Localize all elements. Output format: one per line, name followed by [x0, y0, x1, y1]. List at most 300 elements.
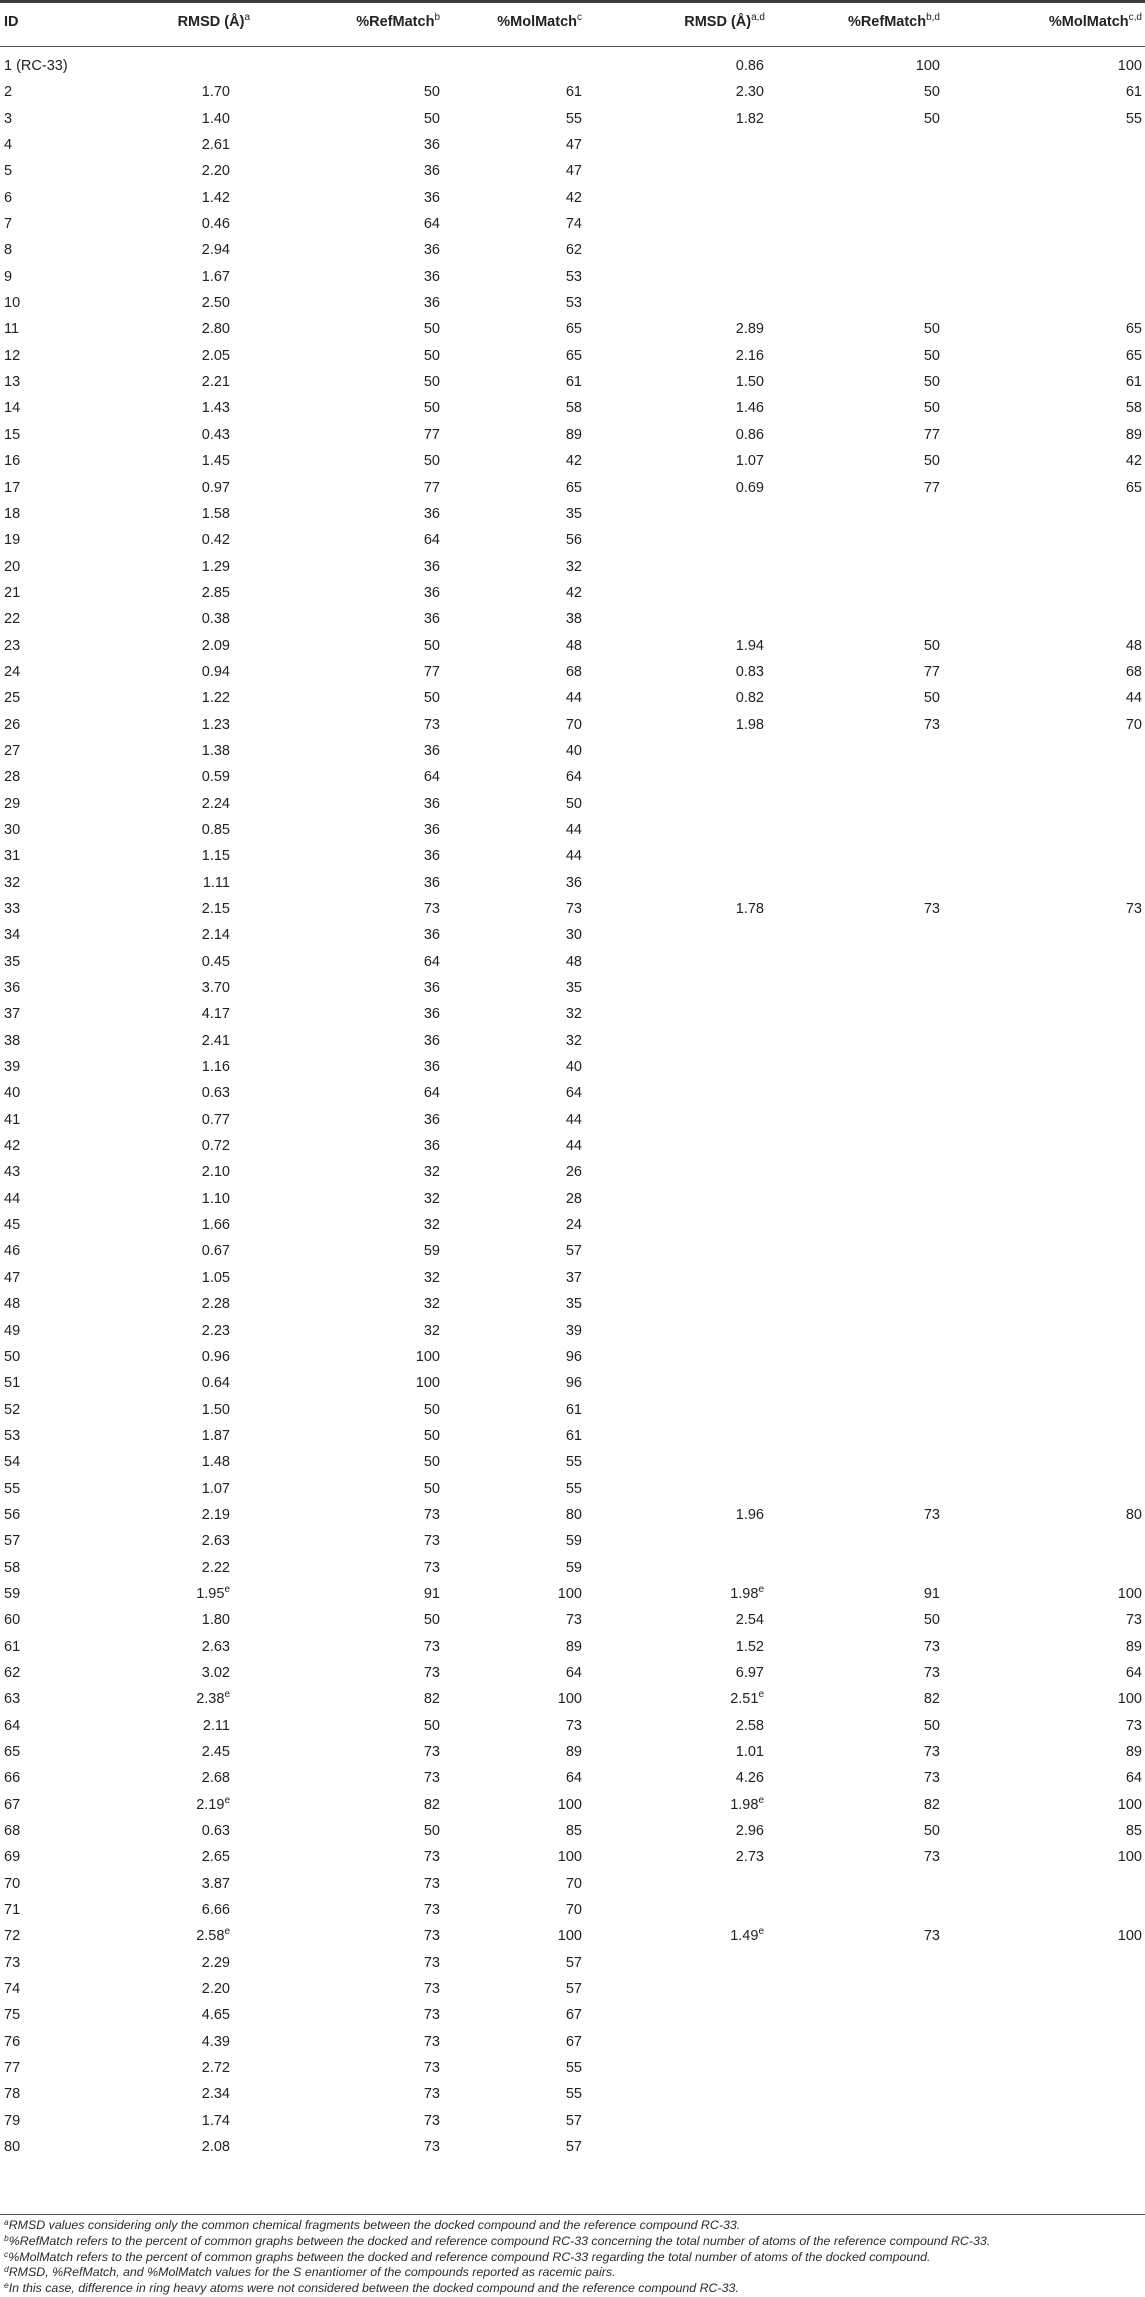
table-cell-rmsd: 2.50	[201, 295, 230, 312]
table-cell-id: 79	[4, 2112, 21, 2129]
table-cell-molmatch: 57	[565, 1954, 582, 1971]
table-cell-molmatch: 89	[565, 1744, 582, 1760]
table-cell-rmsd: 0.72	[201, 1138, 230, 1155]
table-cell-molmatch: 62	[565, 242, 582, 259]
table-row	[0, 238, 1145, 264]
table-cell-refmatch-s: 82	[923, 1691, 940, 1708]
table-cell-rmsd-s: 0.69	[735, 479, 764, 496]
table-cell-id: 7	[4, 216, 13, 233]
table-cell-id: 28	[4, 769, 21, 786]
table-cell-refmatch: 36	[423, 268, 440, 285]
table-cell-refmatch: 36	[423, 611, 440, 628]
table-cell-rmsd: 0.63	[201, 1823, 230, 1840]
table-cell-id: 45	[4, 1217, 21, 1234]
table-cell-refmatch: 73	[423, 2086, 440, 2103]
footnote-c: $^c$%MolMatch refers to the percent of common graphs between the docked and reference compound RC-33 regarding the total number of atoms of the docked compound.	[4, 2248, 931, 2264]
table-cell-molmatch-s: 89	[1125, 1744, 1142, 1760]
table-cell-molmatch: 44	[565, 1111, 582, 1128]
table-cell-refmatch: 36	[423, 189, 440, 206]
table-cell-molmatch: 53	[565, 268, 582, 285]
table-cell-id: 53	[4, 1427, 21, 1444]
table-cell-rmsd-s: 0.82	[735, 690, 764, 707]
table-cell-refmatch-s: 50	[923, 110, 940, 127]
table-cell-rmsd: 2.34	[201, 2086, 230, 2103]
table-cell-refmatch: 82	[423, 1796, 440, 1813]
table-cell-rmsd: 0.38	[201, 611, 230, 628]
table-cell-molmatch: 73	[565, 1612, 582, 1629]
table-row	[0, 186, 1145, 212]
table-cell-rmsd-s: 2.30	[735, 84, 764, 101]
table-cell-rmsd: 2.10	[201, 1164, 230, 1181]
table-row	[0, 133, 1145, 159]
table-cell-refmatch-s: 73	[923, 1638, 940, 1655]
table-cell-molmatch: 57	[565, 1981, 582, 1998]
table-cell-id: 22	[4, 611, 21, 628]
table-cell-molmatch: 55	[565, 2060, 582, 2077]
table-cell-refmatch: 50	[423, 1454, 440, 1471]
table-cell-id: 16	[4, 453, 21, 470]
table-cell-refmatch-s: 73	[923, 1664, 940, 1681]
table-row	[0, 713, 1145, 739]
table-cell-id: 12	[4, 347, 21, 364]
table-cell-refmatch: 73	[423, 1664, 440, 1681]
table-row	[0, 107, 1145, 133]
table-cell-id: 70	[4, 1875, 21, 1892]
table-cell-refmatch: 73	[423, 1744, 440, 1760]
table-cell-rmsd-s: 0.86	[735, 426, 764, 443]
table-cell-refmatch: 32	[423, 1190, 440, 1207]
table-cell-id: 36	[4, 980, 21, 997]
table-cell-rmsd-s: 2.96	[735, 1823, 764, 1840]
table-cell-rmsd: 1.22	[201, 690, 230, 707]
table-cell-molmatch: 96	[565, 1348, 582, 1365]
table-cell-rmsd: 2.41	[201, 1032, 230, 1049]
table-cell-id: 23	[4, 637, 21, 654]
table-row	[0, 792, 1145, 818]
table-cell-rmsd: 0.67	[201, 1243, 230, 1260]
table-cell-rmsd: 1.38	[201, 742, 230, 759]
table-cell-id: 54	[4, 1454, 21, 1471]
table-cell-refmatch: 36	[423, 874, 440, 891]
table-row	[0, 923, 1145, 949]
table-cell-id: 48	[4, 1296, 21, 1313]
table-cell-molmatch: 40	[565, 742, 582, 759]
table-row	[0, 1187, 1145, 1213]
table-cell-refmatch-s: 77	[923, 426, 940, 443]
table-cell-rmsd-s: 1.52	[735, 1638, 764, 1655]
table-cell-refmatch: 36	[423, 558, 440, 575]
table-cell-molmatch: 61	[565, 84, 582, 101]
table-cell-molmatch-s: 65	[1125, 321, 1142, 338]
table-cell-rmsd: 1.74	[201, 2112, 230, 2129]
table-row	[0, 1845, 1145, 1871]
table-row	[0, 476, 1145, 502]
table-cell-id: 24	[4, 663, 21, 680]
table-bottom-rule	[0, 2214, 1145, 2215]
table-cell-rmsd: 2.72	[201, 2060, 230, 2077]
table-cell-molmatch: 35	[565, 505, 582, 522]
table-cell-rmsd: 2.63	[201, 1638, 230, 1655]
footnote-a: $^a$RMSD values considering only the common chemical fragments between the docked compound and the reference compound RC-33.	[4, 2217, 741, 2232]
table-cell-rmsd: 1.50	[201, 1401, 230, 1418]
table-cell-refmatch: 36	[423, 1059, 440, 1076]
table-cell-refmatch: 64	[423, 532, 440, 549]
table-row	[0, 634, 1145, 660]
table-cell-id: 40	[4, 1085, 21, 1102]
table-cell-id: 80	[4, 2139, 21, 2156]
table-cell-molmatch: 38	[565, 611, 582, 628]
table-cell-molmatch: 42	[565, 453, 582, 470]
table-cell-id: 62	[4, 1664, 21, 1681]
table-cell-id: 65	[4, 1744, 21, 1760]
header-molmatch: %MolMatch$^c$	[497, 12, 582, 30]
table-row	[0, 1081, 1145, 1107]
table-cell-id: 50	[4, 1348, 21, 1365]
table-cell-refmatch: 73	[423, 1981, 440, 1998]
table-cell-rmsd: 2.94	[201, 242, 230, 259]
table-cell-refmatch: 50	[423, 1480, 440, 1497]
footnote-d: $^d$RMSD, %RefMatch, and %MolMatch values for the S enantiomer of the compounds reported as racemic pairs.	[4, 2264, 616, 2280]
table-cell-id: 21	[4, 584, 21, 601]
table-row	[0, 607, 1145, 633]
table-cell-id: 19	[4, 532, 21, 549]
table-cell-id: 72	[4, 1928, 21, 1945]
table-cell-id: 61	[4, 1638, 21, 1655]
table-cell-refmatch: 73	[423, 1928, 440, 1945]
table-cell-refmatch: 59	[423, 1243, 440, 1260]
table-cell-refmatch: 73	[423, 2033, 440, 2050]
table-row	[0, 449, 1145, 475]
table-cell-rmsd-s: 1.98e	[730, 1794, 764, 1813]
table-cell-rmsd: 0.77	[201, 1111, 230, 1128]
table-cell-id: 26	[4, 716, 21, 733]
table-cell-id: 1 (RC-33)	[4, 58, 68, 74]
table-cell-rmsd: 1.42	[201, 189, 230, 206]
table-row	[0, 1556, 1145, 1582]
table-cell-refmatch-s: 50	[923, 374, 940, 391]
table-row	[0, 265, 1145, 291]
table-cell-molmatch: 96	[565, 1375, 582, 1392]
table-cell-refmatch: 91	[423, 1585, 440, 1602]
table-cell-rmsd: 1.95e	[196, 1583, 230, 1602]
table-row	[0, 159, 1145, 185]
table-cell-id: 77	[4, 2060, 21, 2077]
table-cell-molmatch: 36	[565, 874, 582, 891]
table-cell-molmatch-s: 61	[1125, 374, 1142, 391]
table-cell-molmatch: 35	[565, 980, 582, 997]
table-cell-id: 41	[4, 1111, 21, 1128]
table-cell-molmatch-s: 89	[1125, 426, 1142, 443]
table-row	[0, 1292, 1145, 1318]
table-cell-id: 37	[4, 1006, 21, 1023]
table-cell-refmatch: 73	[423, 1506, 440, 1523]
table-row	[0, 317, 1145, 343]
table-cell-rmsd: 2.19	[201, 1506, 230, 1523]
table-cell-molmatch: 61	[565, 1401, 582, 1418]
table-row	[0, 818, 1145, 844]
table-cell-id: 25	[4, 690, 21, 707]
table-cell-molmatch-s: 100	[1117, 1928, 1142, 1945]
table-cell-id: 51	[4, 1375, 21, 1392]
table-row	[0, 1108, 1145, 1134]
table-cell-molmatch: 73	[565, 901, 582, 917]
table-cell-molmatch: 40	[565, 1059, 582, 1076]
table-row	[0, 1714, 1145, 1740]
table-cell-rmsd: 1.48	[201, 1454, 230, 1471]
table-cell-id: 57	[4, 1533, 21, 1550]
table-row	[0, 555, 1145, 581]
table-cell-molmatch: 100	[557, 1691, 582, 1708]
table-cell-rmsd: 4.65	[201, 2007, 230, 2024]
table-row	[0, 2003, 1145, 2029]
table-cell-molmatch-s: 73	[1125, 1612, 1142, 1629]
table-cell-refmatch-s: 73	[923, 716, 940, 733]
table-cell-refmatch: 73	[423, 716, 440, 733]
table-cell-rmsd: 0.59	[201, 769, 230, 786]
table-cell-id: 55	[4, 1480, 21, 1497]
table-row	[0, 2109, 1145, 2135]
table-cell-molmatch: 48	[565, 953, 582, 970]
table-row	[0, 344, 1145, 370]
table-cell-refmatch: 73	[423, 2139, 440, 2156]
table-cell-refmatch: 82	[423, 1691, 440, 1708]
table-row	[0, 950, 1145, 976]
table-cell-molmatch-s: 44	[1125, 690, 1142, 707]
table-cell-id: 10	[4, 295, 21, 312]
table-cell-molmatch: 44	[565, 821, 582, 838]
table-row	[0, 1266, 1145, 1292]
table-cell-rmsd-s: 1.50	[735, 374, 764, 391]
table-cell-refmatch: 50	[423, 84, 440, 101]
table-row	[0, 370, 1145, 396]
table-row	[0, 1687, 1145, 1713]
table-cell-refmatch: 36	[423, 980, 440, 997]
table-cell-rmsd: 2.38e	[196, 1689, 230, 1708]
table-cell-molmatch: 85	[565, 1823, 582, 1840]
table-cell-refmatch: 73	[423, 1875, 440, 1892]
header-refmatch: %RefMatch$^b$	[356, 12, 440, 30]
header-molmatch-s: %MolMatch$^{c,d}$	[1048, 12, 1142, 30]
table-cell-molmatch: 30	[565, 927, 582, 944]
header-rmsd-s: RMSD (Å)$^{a,d}$	[684, 12, 765, 30]
table-row	[0, 686, 1145, 712]
table-cell-rmsd: 2.05	[201, 347, 230, 364]
table-cell-molmatch: 64	[565, 769, 582, 786]
table-cell-refmatch: 36	[423, 1006, 440, 1023]
table-cell-rmsd: 2.20	[201, 163, 230, 180]
table-row	[0, 739, 1145, 765]
table-cell-rmsd: 0.64	[201, 1375, 230, 1392]
table-cell-rmsd: 2.09	[201, 637, 230, 654]
table-row	[0, 976, 1145, 1002]
table-cell-refmatch: 36	[423, 1032, 440, 1049]
table-row	[0, 1951, 1145, 1977]
table-cell-refmatch: 36	[423, 295, 440, 312]
table-cell-refmatch: 50	[423, 374, 440, 391]
table-cell-refmatch: 77	[423, 663, 440, 680]
table-cell-molmatch: 100	[557, 1585, 582, 1602]
table-cell-id: 29	[4, 795, 21, 812]
table-cell-id: 60	[4, 1612, 21, 1629]
table-row	[0, 396, 1145, 422]
table-cell-id: 2	[4, 84, 13, 101]
table-cell-rmsd: 1.29	[201, 558, 230, 575]
table-row	[0, 2030, 1145, 2056]
table-cell-molmatch-s: 55	[1125, 110, 1142, 127]
table-cell-refmatch: 50	[423, 1427, 440, 1444]
table-cell-molmatch: 28	[565, 1190, 582, 1207]
table-cell-id: 66	[4, 1770, 21, 1787]
table-cell-rmsd: 1.07	[201, 1480, 230, 1497]
table-row	[0, 1213, 1145, 1239]
table-row	[0, 212, 1145, 238]
table-cell-refmatch: 36	[423, 742, 440, 759]
table-row	[0, 1529, 1145, 1555]
table-cell-refmatch: 64	[423, 769, 440, 786]
table-cell-rmsd-s: 2.89	[735, 321, 764, 338]
table-cell-rmsd: 1.23	[201, 716, 230, 733]
table-row	[0, 1477, 1145, 1503]
table-row	[0, 1503, 1145, 1529]
table-cell-molmatch: 64	[565, 1085, 582, 1102]
table-cell-refmatch-s: 50	[923, 1717, 940, 1734]
table-cell-refmatch: 73	[423, 1902, 440, 1919]
table-cell-refmatch: 73	[423, 2007, 440, 2024]
table-cell-rmsd: 6.66	[201, 1902, 230, 1919]
table-row	[0, 1898, 1145, 1924]
table-cell-id: 46	[4, 1243, 21, 1260]
table-row	[0, 1319, 1145, 1345]
table-cell-id: 18	[4, 505, 21, 522]
table-cell-molmatch: 74	[565, 216, 582, 233]
table-cell-molmatch: 55	[565, 1480, 582, 1497]
table-cell-refmatch: 36	[423, 821, 440, 838]
table-cell-molmatch: 58	[565, 400, 582, 417]
table-cell-molmatch: 44	[565, 1138, 582, 1155]
table-row	[0, 54, 1145, 80]
table-cell-molmatch: 26	[565, 1164, 582, 1181]
table-cell-molmatch: 61	[565, 1427, 582, 1444]
table-cell-molmatch: 32	[565, 1006, 582, 1023]
table-cell-refmatch-s: 73	[923, 1770, 940, 1787]
table-cell-refmatch: 32	[423, 1269, 440, 1286]
table-row	[0, 1398, 1145, 1424]
table-cell-refmatch: 100	[415, 1348, 440, 1365]
table-cell-molmatch-s: 89	[1125, 1638, 1142, 1655]
table-cell-molmatch: 65	[565, 479, 582, 496]
table-cell-rmsd-s: 1.01	[735, 1744, 764, 1760]
table-cell-rmsd: 2.23	[201, 1322, 230, 1339]
table-cell-refmatch: 50	[423, 347, 440, 364]
table-cell-rmsd: 2.45	[201, 1744, 230, 1760]
table-cell-rmsd-s: 2.73	[735, 1849, 764, 1866]
table-cell-molmatch: 50	[565, 795, 582, 812]
table-cell-molmatch: 47	[565, 163, 582, 180]
table-cell-refmatch: 64	[423, 216, 440, 233]
table-cell-refmatch: 36	[423, 927, 440, 944]
table-cell-id: 6	[4, 189, 13, 206]
table-row	[0, 897, 1145, 923]
table-cell-molmatch: 35	[565, 1296, 582, 1313]
table-cell-refmatch-s: 73	[923, 1744, 940, 1760]
table-cell-refmatch: 32	[423, 1322, 440, 1339]
header-id: ID	[4, 14, 19, 30]
table-cell-refmatch-s: 73	[923, 901, 940, 917]
table-cell-rmsd: 1.58	[201, 505, 230, 522]
table-cell-id: 33	[4, 901, 21, 917]
table-cell-rmsd: 1.40	[201, 110, 230, 127]
table-cell-molmatch-s: 48	[1125, 637, 1142, 654]
table-cell-rmsd: 1.67	[201, 268, 230, 285]
table-cell-rmsd: 0.43	[201, 426, 230, 443]
table-row	[0, 1450, 1145, 1476]
table-cell-id: 35	[4, 953, 21, 970]
table-cell-rmsd: 2.29	[201, 1954, 230, 1971]
table-cell-refmatch-s: 50	[923, 84, 940, 101]
table-cell-id: 42	[4, 1138, 21, 1155]
table-cell-molmatch-s: 58	[1125, 400, 1142, 417]
table-row	[0, 1371, 1145, 1397]
table-cell-rmsd: 2.68	[201, 1770, 230, 1787]
table-cell-rmsd: 1.43	[201, 400, 230, 417]
table-cell-id: 73	[4, 1954, 21, 1971]
table-cell-rmsd: 2.63	[201, 1533, 230, 1550]
table-cell-molmatch-s: 100	[1117, 1691, 1142, 1708]
table-cell-id: 47	[4, 1269, 21, 1286]
table-cell-id: 74	[4, 1981, 21, 1998]
table-row	[0, 528, 1145, 554]
table-cell-rmsd: 3.70	[201, 980, 230, 997]
table-cell-refmatch-s: 50	[923, 1612, 940, 1629]
header-rule	[0, 46, 1145, 47]
table-cell-molmatch: 61	[565, 374, 582, 391]
table-cell-rmsd: 2.80	[201, 321, 230, 338]
table-cell-molmatch: 70	[565, 1875, 582, 1892]
table-cell-molmatch-s: 85	[1125, 1823, 1142, 1840]
table-cell-rmsd-s: 1.94	[735, 637, 764, 654]
table-cell-id: 69	[4, 1849, 21, 1866]
table-cell-refmatch-s: 82	[923, 1796, 940, 1813]
table-cell-refmatch: 36	[423, 163, 440, 180]
table-cell-molmatch: 24	[565, 1217, 582, 1234]
table-cell-id: 58	[4, 1559, 21, 1576]
table-cell-refmatch-s: 50	[923, 637, 940, 654]
table-cell-molmatch: 37	[565, 1269, 582, 1286]
table-cell-id: 4	[4, 137, 13, 154]
table-cell-refmatch: 32	[423, 1217, 440, 1234]
table-cell-id: 43	[4, 1164, 21, 1181]
table-cell-molmatch: 57	[565, 2139, 582, 2156]
table-cell-molmatch: 53	[565, 295, 582, 312]
table-cell-rmsd: 0.85	[201, 821, 230, 838]
table-cell-id: 38	[4, 1032, 21, 1049]
table-cell-rmsd-s: 1.46	[735, 400, 764, 417]
table-row	[0, 291, 1145, 317]
table-cell-molmatch-s: 80	[1125, 1506, 1142, 1523]
table-cell-molmatch-s: 100	[1117, 58, 1142, 74]
table-cell-rmsd: 1.87	[201, 1427, 230, 1444]
table-cell-rmsd: 1.10	[201, 1190, 230, 1207]
table-cell-rmsd: 2.58e	[196, 1926, 230, 1945]
table-row	[0, 2135, 1145, 2161]
table-cell-refmatch: 73	[423, 1533, 440, 1550]
table-cell-id: 68	[4, 1823, 21, 1840]
table-cell-rmsd: 2.65	[201, 1849, 230, 1866]
table-cell-rmsd: 1.80	[201, 1612, 230, 1629]
table-cell-refmatch: 77	[423, 479, 440, 496]
table-cell-rmsd-s: 1.07	[735, 453, 764, 470]
table-cell-molmatch: 47	[565, 137, 582, 154]
